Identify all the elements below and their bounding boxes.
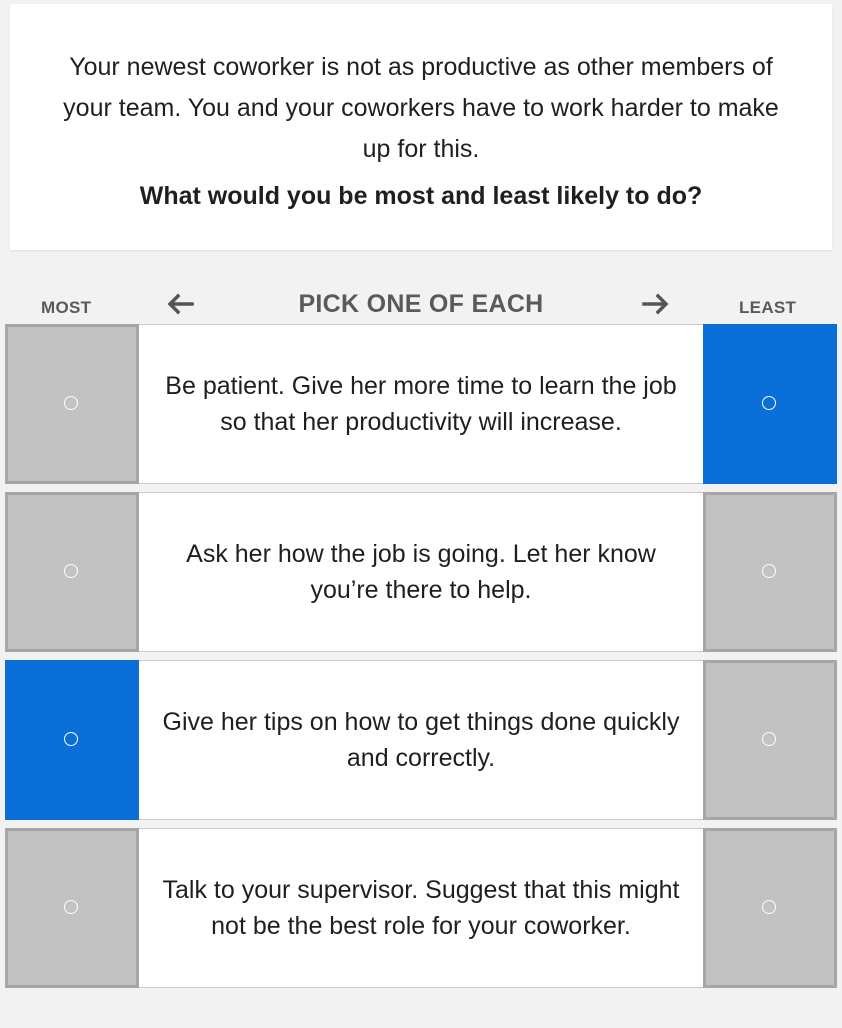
radio-circle-icon <box>64 732 78 746</box>
option-text: Ask her how the job is going. Let her know you’re there to help. <box>186 540 656 604</box>
most-choice-button[interactable] <box>5 324 139 484</box>
arrow-right-icon <box>642 293 670 315</box>
scenario-text: Your newest coworker is not as productive as other members of your team. You and your coworkers have to work harder to make up for this. <box>63 53 779 163</box>
option-text: Be patient. Give her more time to learn the job so that her productivity will increase. <box>165 372 677 436</box>
option-row <box>5 660 837 820</box>
option-row <box>5 324 837 484</box>
option-row <box>5 828 837 988</box>
least-column-label: LEAST <box>739 298 797 317</box>
most-column-label: MOST <box>41 298 92 317</box>
question-text: What would you be most and least likely to do? <box>139 182 703 210</box>
choice-header <box>0 284 842 324</box>
radio-circle-icon <box>762 732 776 746</box>
radio-circle-icon <box>762 900 776 914</box>
radio-circle-icon <box>64 900 78 914</box>
instruction-label: PICK ONE OF EACH <box>298 290 544 318</box>
least-choice-button[interactable] <box>703 324 837 484</box>
most-choice-button[interactable] <box>5 828 139 988</box>
question-card <box>10 4 832 250</box>
radio-circle-icon <box>64 396 78 410</box>
least-choice-button[interactable] <box>703 492 837 652</box>
least-choice-button[interactable] <box>703 660 837 820</box>
option-row <box>5 492 837 652</box>
radio-circle-icon <box>762 564 776 578</box>
option-text: Give her tips on how to get things done quickly and correctly. <box>162 708 680 772</box>
radio-circle-icon <box>64 564 78 578</box>
option-text: Talk to your supervisor. Suggest that this might not be the best role for your coworker. <box>162 876 680 940</box>
radio-circle-icon <box>762 396 776 410</box>
options-list <box>5 324 837 996</box>
least-choice-button[interactable] <box>703 828 837 988</box>
most-choice-button[interactable] <box>5 492 139 652</box>
most-choice-button[interactable] <box>5 660 139 820</box>
